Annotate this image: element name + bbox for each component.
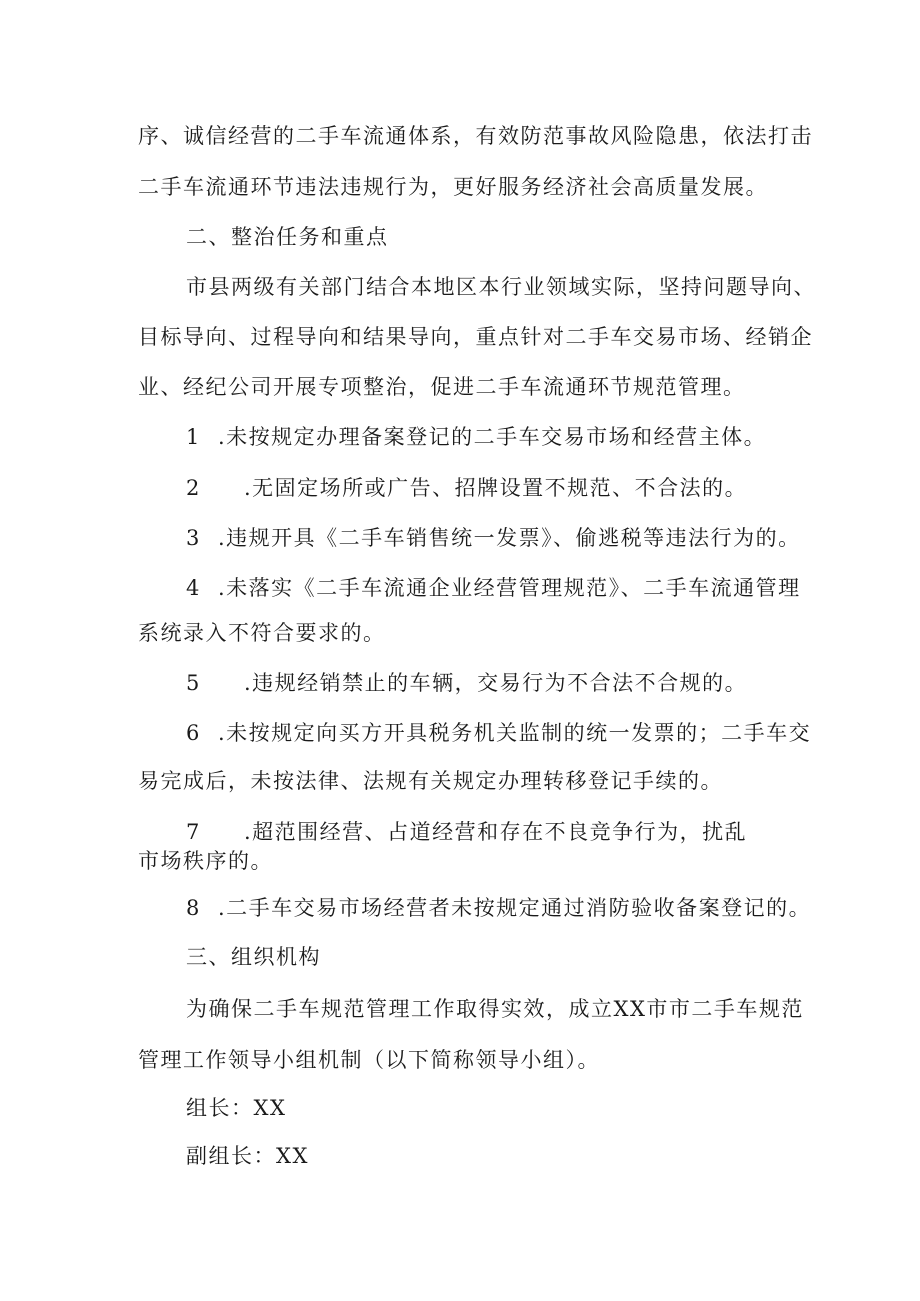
item-text: .未按规定向买方开具税务机关监制的统一发票的；二手车交 (218, 721, 812, 745)
list-item (186, 718, 811, 748)
item-number: 2 (186, 476, 200, 500)
list-item (186, 573, 801, 603)
item-text: .未落实《二手车流通企业经营管理规范》、二手车流通管理 (218, 576, 801, 600)
section-heading-3: 三、组织机构 (186, 945, 321, 969)
paragraph-3-line-2: 管理工作领导小组机制（以下简称领导小组）。 (138, 1048, 600, 1072)
item-number: 1 (186, 425, 200, 449)
section-heading-2: 二、整治任务和重点 (186, 225, 389, 249)
item-text: .违规开具《二手车销售统一发票》、偷逃税等违法行为的。 (218, 526, 801, 550)
list-item (186, 422, 766, 452)
item-text: .无固定场所或广告、招牌设置不规范、不合法的。 (244, 476, 748, 500)
paragraph-1-line-1: 序、诚信经营的二手车流通体系，有效防范事故风险隐患，依法打击 (138, 124, 813, 148)
item-number: 8 (186, 896, 200, 920)
item-number: 6 (186, 721, 200, 745)
leader-line: 组长：XX (186, 1096, 287, 1120)
item-text: .二手车交易市场经营者未按规定通过消防验收备案登记的。 (218, 896, 812, 920)
list-item (186, 817, 747, 847)
item-text: .未按规定办理备案登记的二手车交易市场和经营主体。 (218, 425, 767, 449)
paragraph-2-line-1: 市县两级有关部门结合本地区本行业领域实际，坚持问题导向、 (186, 275, 816, 299)
item-text: .超范围经营、占道经营和存在不良竞争行为，扰乱 (244, 820, 748, 844)
item-number: 3 (186, 526, 200, 550)
paragraph-2-line-2: 目标导向、过程导向和结果导向，重点针对二手车交易市场、经销企 (138, 325, 813, 349)
list-item (186, 668, 747, 698)
deputy-leader-line: 副组长：XX (186, 1144, 309, 1168)
item-number: 7 (186, 820, 200, 844)
item-text: .违规经销禁止的车辆，交易行为不合法不合规的。 (244, 671, 748, 695)
item-continuation: 系统录入不符合要求的。 (138, 621, 386, 645)
item-number: 4 (186, 576, 200, 600)
list-item (186, 473, 747, 503)
item-continuation: 市场秩序的。 (138, 849, 273, 873)
paragraph-1-line-2: 二手车流通环节违法违规行为，更好服务经济社会高质量发展。 (138, 175, 768, 199)
list-item (186, 893, 811, 923)
paragraph-3-line-1: 为确保二手车规范管理工作取得实效，成立XX市市二手车规范 (186, 997, 804, 1021)
item-continuation: 易完成后，未按法律、法规有关规定办理转移登记手续的。 (138, 769, 723, 793)
list-item (186, 523, 801, 553)
item-number: 5 (186, 671, 200, 695)
paragraph-2-line-3: 业、经纪公司开展专项整治，促进二手车流通环节规范管理。 (138, 375, 746, 399)
